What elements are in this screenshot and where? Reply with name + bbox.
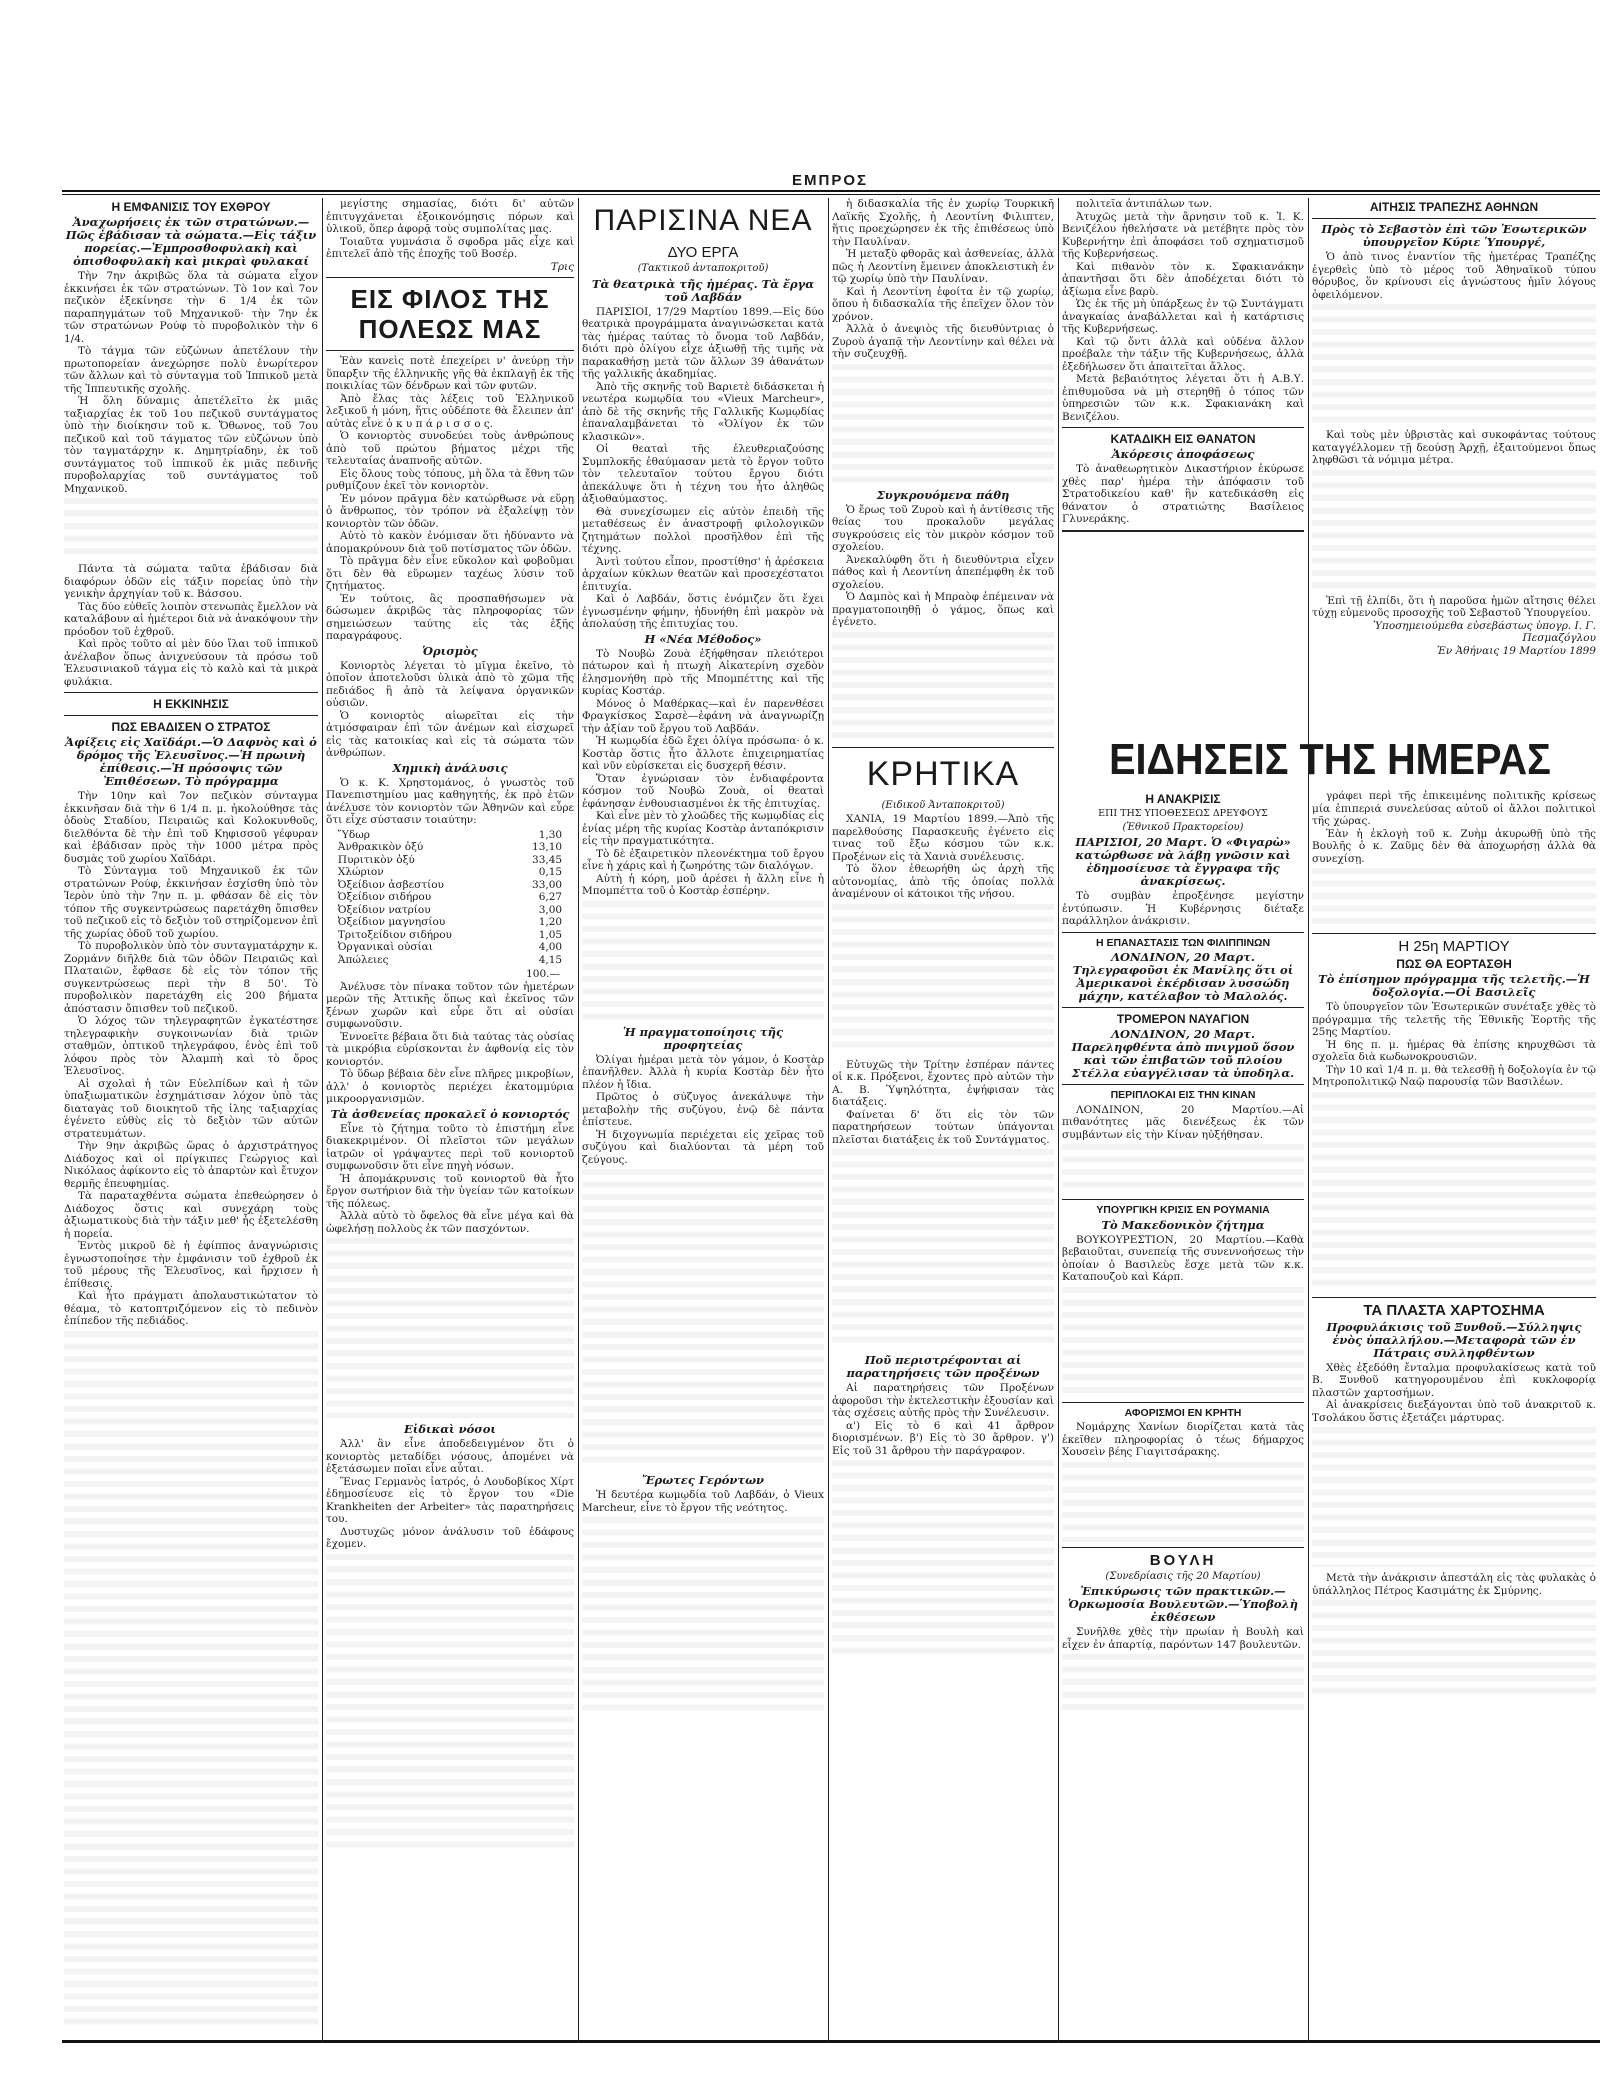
text-block xyxy=(1062,1144,1304,1194)
section-title: ΠΩΣ ΕΒΑΔΙΣΕΝ Ο ΣΤΡΑΤΟΣ xyxy=(111,720,271,734)
paragraph: Ἀπὸ ἔλας τὰς λέξεις τοῦ Ἑλληνικοῦ λεξικοῦ ἡ μόνη, ἥτις οὐδέποτε θὰ ἔλειπεν ἀπ' αὐτὰς εἶνε ὁ κ υ π ά ρ ι σ σ ο ς. xyxy=(326,392,574,430)
table-cell-value: 4,00 xyxy=(538,941,563,953)
paragraph: Ἡ κωμῳδία ἐδῶ ἔχει ὀλίγα πρόσωπα· ὁ κ. Κοστὰρ ὅστις ἦτο ἄλλοτε ἐπιχειρηματίας καὶ νῦν εὑρίσκεται εἰς δυσχερῆ θέσιν. xyxy=(582,735,824,772)
paragraph: Τὸ ὕδωρ βέβαια δὲν εἶνε πλῆρες μικροβίων, ἀλλ' ὁ κονιορτὸς περιέχει ἑκατομμύρια μικροοργανισμῶν. xyxy=(326,1068,574,1105)
paragraph: Ἐὰν ἡ ἐκλογὴ τοῦ κ. Ζυὴμ ἀκυρωθῇ ὑπὸ τῆς Βουλῆς ὁ κ. Ζαῦμς δὲν θὰ ἀποχωρήσῃ ἀλλὰ θὰ συνεχίσῃ. xyxy=(1312,827,1596,865)
paragraph: Φαίνεται δ' ὅτι εἰς τὸν τῶν παρατηρήσεων τούτων ὑπάγονται πλεῖσται διατάξεις ἐκ τοῦ Συντάγματος. xyxy=(832,1108,1054,1146)
section-title: ΒΟΥΛΗ xyxy=(1149,1551,1217,1569)
paragraph: Ἀπὸ τῆς σκηνῆς τοῦ Βαριετὲ διδάσκεται ἡ νεωτέρα κωμῳδία του «Vieux Marcheur», ἀπὸ δὲ τῆς σκηνῆς τῆς Γαλλικῆς Κωμῳδίας ἐπαναλαμβάνεται τὸ «Ὀλίγον ἐκ τῶν κλασικῶν». xyxy=(582,380,824,443)
section-title: ΠΕΡΙΠΛΟΚΑΙ ΕΙΣ ΤΗΝ ΚΙΝΑΝ xyxy=(1110,1089,1256,1101)
column-6-lower xyxy=(1312,790,1596,2040)
table-row xyxy=(336,829,564,842)
paragraph: Ἕνας Γερμανὸς ἰατρός, ὁ Λουδοβίκος Χίρτ ἐδημοσίευσε εἰς τὸ ἔργον του «Die Krankheiten der Arbeiter» τὰς παρατηρήσεις του. xyxy=(326,1475,574,1525)
paragraph: Καὶ τῷ ὄντι ἀλλὰ καὶ οὐδένα ἄλλον προέβαλε τὴν τάξιν τῆς Κυβερνήσεως, ἀλλὰ ἐξεδήλωσεν ὅτι ἀπαιτεῖται ἄλλος. xyxy=(1062,335,1304,373)
divider xyxy=(1312,1297,1596,1298)
section-heading: Ὁρισμὸς xyxy=(422,643,478,658)
section-subtitle: Ἐπικύρωσις τῶν πρακτικῶν.—Ὁρκωμοσία Βουλευτῶν.—Ὑποβολὴ ἐκθέσεων xyxy=(1068,1584,1298,1624)
section-subtitle: Ἀφίξεις εἰς Χαϊδάρι.—Ὁ Δαφνὸς καὶ ὁ δρόμος τῆς Ἐλευσῖνος.—Ἡ πρωινὴ ἐπίθεσις.—Ἡ πρόσοψις τῶν Ἐπιθέσεων. Τὸ πρόγραμμα xyxy=(65,735,317,788)
column-2 xyxy=(326,198,574,2043)
paragraph: Ἡ μεταξὺ φθορᾶς καὶ ἀσθενείας, ἀλλὰ πῶς ἡ Λεοντίνη ἔμεινεν ἀποκλειστικὴ ἐν τῷ χωρίῳ ὑπὸ τὴν Παυλίναν. xyxy=(832,248,1054,285)
paragraph: Ἐννοεῖτε βέβαια ὅτι διὰ ταύτας τὰς οὐσίας τὰ μικρόβια εὑρίσκονται ἐν ἀφθονίᾳ εἰς τὸν κονιορτόν. xyxy=(326,1030,574,1068)
text-block xyxy=(1062,1287,1304,1397)
section-heading: Τὰ θεατρικὰ τῆς ἡμέρας. Τὰ ἔργα τοῦ Λαβδάν xyxy=(591,276,815,304)
paragraph: Ἡ 6ης π. μ. ἡμέρας θὰ ἐπίσης κηρυχθῶσι τὰ σχολεῖα διὰ κωδωνοκρουσιῶν. xyxy=(1312,1038,1596,1063)
section-lead: ΛΟΝΔΙΝΟΝ, 20 Μαρτ. Τηλεγραφοῦσι ἐκ Μανίλης ὅτι οἱ Ἀμερικανοὶ ἐκέρδισαν λυσσώδη μάχην, κατέλαβον τὸ Μαλολός. xyxy=(1072,950,1294,1003)
divider xyxy=(64,692,318,693)
table-row xyxy=(336,879,564,892)
table-row xyxy=(336,866,564,879)
newspaper-name: ΕΜΠΡΟΣ xyxy=(791,172,868,189)
correspondent: (Τακτικοῦ ἀνταποκριτοῦ) xyxy=(637,263,769,274)
paragraph: Καὶ ἦτο πράγματι ἀπολαυστικώτατον τὸ θέαμα, τὸ κατοπτριζόμενον εἰς τὸ πεδινὸν ἐπίπεδον τῆς πεδιάδος. xyxy=(64,1290,318,1327)
divider xyxy=(1062,427,1304,428)
text-block xyxy=(64,1331,318,2031)
paragraph: Τὴν 9ην ἀκριβῶς ὥρας ὁ ἀρχιστράτηγος Διάδοχος καὶ οἱ πρίγκιπες Γεώργιος καὶ Νικόλαος ἀφίκοντο εἰς τὸ ἀπαρτὼν καὶ ἔτυχον θερμῆς ἐπευφημίας. xyxy=(64,1140,318,1190)
paragraph: Ὡς ἐκ τῆς μὴ ὑπάρξεως ἐν τῷ Συντάγματι ἀναγκαίας ἀναβάλλεται καὶ ἡ κατάρτισις τῆς Κυβερνήσεως. xyxy=(1062,298,1304,335)
paragraph: Τὸ δὲ ἐξαιρετικὸν πλεονέκτημα τοῦ ἔργου εἶνε ἡ χάρις καὶ ἡ ζωηρότης τῶν διαλόγων. xyxy=(582,847,824,872)
paragraph: Κονιορτὸς λέγεται τὸ μῖγμα ἐκεῖνο, τὸ ὁποῖον ἀποτελοῦσι ὑλικὰ ἀπὸ τὸ χῶμα τῆς πεδιάδος ἢ ἀπὸ τὰ λείψανα ὀργανικῶν οὐσιῶν. xyxy=(326,659,574,709)
table-cell-value: 1,30 xyxy=(538,828,563,841)
correspondent: (Ειδικοῦ Ἀνταποκριτοῦ) xyxy=(881,799,1005,811)
paragraph: Εὐτυχῶς τὴν Τρίτην ἐσπέραν πάντες οἱ κ.κ. Πρόξενοι, ἔχοντες πρὸ αὐτῶν τὴν Α. Β. Ὑψηλότητα, ἐψήφισαν τὰς διατάξεις. xyxy=(832,1058,1054,1108)
text-block xyxy=(64,498,318,558)
text-block xyxy=(1312,470,1596,590)
paragraph: Ὀλίγαι ἡμέραι μετὰ τὸν γάμον, ὁ Κοστὰρ ἐπανῆλθεν. Ἀλλὰ ἡ κυρία Κοστὰρ δὲν ἦτο πλέον ἡ ἴδια. xyxy=(582,1053,824,1091)
paragraph: πολιτεῖα ἀντιπάλων των. xyxy=(1076,198,1213,210)
table-cell-name: Χλώριον xyxy=(337,866,384,878)
section-heading: Ἡ πραγματοποίησις τῆς προφητείας xyxy=(623,1024,783,1052)
section-title: ΤΡΟΜΕΡΟΝ ΝΑΥΑΓΙΟΝ xyxy=(1116,1012,1250,1026)
table-row xyxy=(336,929,564,942)
paragraph: Τὸ Σύνταγμα τοῦ Μηχανικοῦ ἐκ τῶν στρατώνων Ρούφ, ἐκκινήσαν ἐσχίσθη ὑπὸ τὸν Ἰερὸν ὑπὸ τὴν 7ην π. μ. φθάσαν δὲ εἰς τὸν τόπον τῆς συγκεντρώσεως παρετάχθη ὄπισθεν τοῦ πεζικοῦ εἰς τὸ δεξιὸν τοῦ στηρίζομενον ἐπὶ τῆς χωρίας ὁδοῦ τοῦ χωρίου. xyxy=(64,865,318,940)
table-cell-value: 13,10 xyxy=(532,841,563,853)
text-block xyxy=(1312,1092,1596,1292)
paragraph: Ἀτυχῶς μετὰ τὴν ἄρνησιν τοῦ κ. Ἰ. Κ. Βενιζέλου ἠθελήσατε νὰ μετέβητε πρὸς τὸν Κυβερνήτην ἐπὶ ἀποφάσει τοῦ σχηματισμοῦ τῆς Κυβερνήσεως. xyxy=(1062,210,1304,260)
paragraph: Οἱ θεαταὶ τῆς ἐλευθεριαζούσης Συμπλοκῆς ἐθαύμασαν μετὰ τὸ ἔργον τοῦτο τὸν τελευταῖον τούτου ἔργου διότι ἀπεκάλυψε ὅτι ἡ τέχνη του ἦτο ἀληθῶς ἀξιοθαύμαστος. xyxy=(582,443,824,505)
paragraph: Καὶ πιθανὸν τὸν κ. Σφακιανάκην ἀπαντῆσαι ὅτι δὲν ἀποδέχεται διότι τὸ ἀξίωμα εἶνε βαρὺ. xyxy=(1062,260,1304,298)
table-cell-name: Ὀξείδιον νατρίου xyxy=(337,903,431,916)
paragraph: ΒΟΥΚΟΥΡΕΣΤΙΟΝ, 20 Μαρτίου.—Καθὰ βεβαιοῦται, συνεπείᾳ τῆς συνεννοήσεως τὴν ὁποίαν ὁ Βασιλεὺς ἔσχε μετὰ τῶν κ.κ. Καταπουζοὺ καὶ Κάρπ. xyxy=(1062,1233,1304,1283)
table-cell-value: 4,15 xyxy=(538,953,563,966)
paragraph: Καὶ ἡ Λεοντίνη ἐφοίτα ἐν τῷ χωρίῳ, ὅπου ἡ διδασκαλία τῆς ἐπεῖχεν ὅλον τὸν χρόνον. xyxy=(832,285,1054,323)
text-block xyxy=(1312,1600,1596,1700)
paragraph: Μετὰ βεβαιότητος λέγεται ὅτι ἡ Α.Β.Υ. ἐπιθυμοῦσα νὰ μὴ στερηθῇ ὁ τόπος τῶν ὑπηρεσιῶν τῶν κ.κ. Σφακιανάκη καὶ Βενιζέλου. xyxy=(1062,373,1304,423)
paragraph: Ὁ ἔρως τοῦ Ζυροὺ καὶ ἡ ἀντίθεσις τῆς θείας του προκαλοῦν μεγάλας συγκρούσεις εἰς τὸν μικρὸν κόσμον τοῦ σχολείου. xyxy=(832,503,1054,553)
paragraph: Τὴν 7ην ἀκριβῶς ὅλα τὰ σώματα εἶχον ἐκκινήσει ἐκ τῶν στρατώνων. Τὸ 1ον καὶ 7ον πεζικὸν ἐξεκίνησε τὴν 6 1/4 ἐκ τῶν παραπηγμάτων τοῦ Μηχανικοῦ· τὴν 7ην ἐκ τῶν στρατώνων Ρούφ τὸ πυροβολικὸν τὴν 6 1/4. xyxy=(64,270,318,345)
paragraph: Ἐὰν κανεὶς ποτὲ ἐπεχείρει ν' ἀνεύρῃ τὴν ὕπαρξιν τῆς ἐλληνικῆς γῆς θὰ ἐκπλαγῇ ἐκ τῆς ποικιλίας τῶν δένδρων καὶ τῶν φυτῶν. xyxy=(326,355,574,392)
article-title: ΕΙΣ ΦΙΛΟΣ ΤΗΣ ΠΟΛΕΩΣ ΜΑΣ xyxy=(350,284,550,344)
text-block xyxy=(832,904,1054,1054)
paragraph: Ἐν τούτοις, ἂς προσπαθήσωμεν νὰ δώσωμεν ἀκριβῶς τὰς πληροφορίας τῶν σημειώσεων ταύτης εἰς τὰς ἑξῆς παραγράφους. xyxy=(326,592,574,642)
paragraph: Τὴν 10ην καὶ 7ον πεζικὸν σύνταγμα ἐκκινῆσαν διὰ τὴν 6 1/4 π. μ. ἠκολούθησε τὰς ὁδοὺς Σταδίου, Πειραιῶς καὶ Κολοκυνθοῦς, διελθόντα δὲ τὴν ἐπὶ τοῦ Κηφισσοῦ γέφυραν καὶ ἐβάδισαν πρὸς τὴν 1000 μέτρα πρὸς δυσμὰς τοῦ χωρίου Χαϊδάρι. xyxy=(64,790,318,865)
section-title: ΚΑΤΑΔΙΚΗ ΕΙΣ ΘΑΝΑΤΟΝ xyxy=(1110,432,1256,446)
paragraph: ΛΟΝΔΙΝΟΝ, 20 Μαρτίου.—Αἱ πιθανότητες μᾶς διενέξεως ἐκ τῶν συμβάντων εἰς τὴν Κίναν ηὐξήθησαν. xyxy=(1062,1103,1304,1141)
article-title: ΚΡΗΤΙΚΑ xyxy=(866,754,1020,793)
section-subtitle: ΠΩΣ ΘΑ ΕΟΡΤΑΣΘΗ xyxy=(1396,957,1512,971)
section-subtitle: ΕΠΙ ΤΗΣ ΥΠΟΘΕΣΕΩΣ ΔΡΕΥΦΟΥΣ xyxy=(1098,808,1268,819)
text-block xyxy=(1312,1427,1596,1567)
divider xyxy=(1062,932,1304,933)
paragraph: Τὴν 10 καὶ 1/4 π. μ. θὰ τελεσθῇ ἡ δοξολογία ἐν τῷ Μητροπολιτικῷ Ναῷ παρουσίᾳ τῶν Βασιλέων. xyxy=(1312,1063,1596,1088)
text-block xyxy=(832,364,1054,484)
divider xyxy=(326,350,574,351)
paragraph: Ὁ κ. Κ. Χρηστομάνος, ὁ γνωστὸς τοῦ Πανεπιστημίου μας καθηγητής, ἐκ πρὸ ἐτῶν ἀνέλυσε τὸν κονιορτὸν τῶν Ἀθηνῶν καὶ εὗρε ὅτι εἶχε σύστασιν τοιαύτην: xyxy=(326,776,574,826)
table-row xyxy=(336,954,564,967)
masthead-rule xyxy=(62,190,1600,192)
divider xyxy=(1312,933,1596,934)
signature: Τρις xyxy=(550,260,574,273)
divider xyxy=(64,715,318,716)
table-cell-value: 1,20 xyxy=(538,916,563,928)
section-lead: ΠΑΡΙΣΙΟΙ, 20 Μαρτ. Ὁ «Φιγαρὼ» κατώρθωσε νὰ λάβῃ γνῶσιν καὶ ἐδημοσίευσε τὰ ἔγγραφα τῆς ἀνακρίσεως. xyxy=(1075,835,1291,888)
table-row xyxy=(336,916,564,929)
article-subtitle: Πρὸς τὸ Σεβαστὸν ἐπὶ τῶν Ἐσωτερικῶν ὑπουργεῖον Κύριε Ὑπουργέ, xyxy=(1321,222,1587,249)
paragraph: Ἡ ὅλη δύναμις ἀπετέλεῖτο ἐκ μιᾶς ταξιαρχίας ἐκ τοῦ 1ου πεζικοῦ συντάγματος ὑπὸ τὴν διοίκησιν τοῦ κ. Ὄθωνος, τοῦ 7ου πεζικοῦ καὶ τοῦ τάγματος τῶν εὐζώνων ὑπὸ τὸν ταγματάρχην κ. Δημητρίαδην, ἐκ τοῦ συντάγματος τοῦ ἱππικοῦ ἐκ μιᾶς πεδινῆς πυροβολαρχίας τοῦ συντάγματος τοῦ Μηχανικοῦ. xyxy=(64,395,318,495)
section-heading: Συγκρουόμενα πάθη xyxy=(876,487,1010,502)
column-6 xyxy=(1312,198,1596,728)
table-cell-value: 3,00 xyxy=(538,903,563,916)
column-separator xyxy=(322,198,323,2043)
paragraph: Καὶ ὁ Λαβδάν, ὅστις ἐνόμιζεν ὅτι ἔχει ἐγνωσμένην φήμην, ἠδυνήθη ἐπὶ μακρὸν νὰ ἀπολαύσῃ τῆς ἐπιτυχίας του. xyxy=(582,593,824,630)
paragraph: ΧΑΝΙΑ, 19 Μαρτίου 1899.—Ἀπὸ τῆς παρελθούσης Παρασκευῆς ἐγένετο εἰς τινας τοῦ ἔξω κόσμου τῶν κ.κ. Προξένων εἰς τὰ Χανιὰ συνέλευσις. xyxy=(832,813,1054,863)
section-heading: Τὰ ἀσθενείας προκαλεῖ ὁ κονιορτός xyxy=(330,1106,570,1121)
masthead-rule-thin xyxy=(62,194,1600,195)
paragraph: γράφει περὶ τῆς ἐπικειμένης πολιτικῆς κρίσεως μία ἐπιπεριά συνελεύσας αὐτοῦ οἱ ἄλλοι πολιτικοὶ τῆς χώρας. xyxy=(1312,790,1596,827)
paragraph: Τὸ ὑπουργεῖον τῶν Ἐσωτερικῶν συνέταξε χθὲς τὸ πρόγραμμα τῆς τελετῆς τῆς Ἐθνικῆς Ἑορτῆς τῆς 25ης Μαρτίου. xyxy=(1312,1001,1596,1038)
section-subtitle: Ἀκόρεσις ἀποφάσεως xyxy=(1111,447,1255,461)
paragraph: Αἱ ἀνακρίσεις διεξάγονται ὑπὸ τοῦ ἀνακριτοῦ κ. Τσολάκου ὅστις ἐξετάζει μάρτυρας. xyxy=(1312,1399,1596,1424)
paragraph: ΠΑΡΙΣΙΟΙ, 17/29 Μαρτίου 1899.—Εἰς δύο θεατρικὰ προγράμματα ἀναγινώσκεται κατὰ τὰς ἡμέρας ταύτας τὸ ὄνομα τοῦ Λαβδάν, διότι πρὸ ὀλίγου εἶχε ἀξιωθῇ τῆς τιμῆς νὰ παρακαθήσῃ μετὰ τῶν ἄλλων 39 ἀθανάτων τῆς γαλλικῆς ἀκαδημίας. xyxy=(582,305,824,380)
divider xyxy=(1312,218,1596,219)
paragraph: Αἱ σχολαὶ ἡ τῶν Εὐελπίδων καὶ ἡ τῶν ὑπαξιωματικῶν ἐσχημάτισαν λόχον ὑπὸ τὰς διαταγὰς τοῦ διοικητοῦ τῆς ἰλης ταξιαρχίας ἐγένετο εὐθὺς εἰς τὸ δεξιὸν τῶν αὐτῶν στρατευμάτων. xyxy=(64,1077,318,1140)
paragraph: Αὐτὸ τὸ κακὸν ἐνόμισαν ὅτι ἠδύναντο νὰ ἀπομακρύνουν διὰ τοῦ ποτίσματος τῶν ὁδῶν. xyxy=(326,530,574,555)
section-subtitle: Τὸ ἐπίσημον πρόγραμμα τῆς τελετῆς.—Ἡ δοξολογία.—Οἱ Βασιλεῖς xyxy=(1318,972,1590,999)
paragraph: Ἀνεκαλύφθη ὅτι ἡ διευθύντρια εἶχεν πάθος καὶ ἡ Λεοντίνη ἀπεπέμφθη ἐκ τοῦ σχολείου. xyxy=(832,553,1054,591)
divider xyxy=(1062,1007,1304,1008)
article-subtitle: Ἀναχωρήσεις ἐκ τῶν στρατώνων.— Πῶς ἐβάδισαν τὰ σώματα.—Εἰς τάξιν πορείας.—Ἐμπροσθοφυλακὴ καὶ ὀπισθοφυλακὴ καὶ μικραὶ φυλακαί xyxy=(65,215,317,268)
paragraph: Πάντα τὰ σώματα ταῦτα ἐβάδισαν διὰ διαφόρων ὁδῶν εἰς τάξιν πορείας ὑπὸ τὴν γενικὴν ἀρχηγίαν τοῦ κ. Βάσσου. xyxy=(64,563,318,600)
paragraph: Τὸ ἀναθεωρητικὸν Δικαστήριον ἐκύρωσε χθὲς παρ' ἡμέρα τὴν ἀπόφασιν τοῦ Στρατοδικείου καθ' ἣν κατεδικάσθη εἰς θάνατον ὁ στρατιώτης Βασίλειος Γλυνεράκης. xyxy=(1062,463,1304,525)
table-cell-name: Ὀργανικαὶ οὐσίαι xyxy=(337,941,433,953)
divider xyxy=(1062,1402,1304,1403)
section-title: Η 25η ΜΑΡΤΙΟΥ xyxy=(1398,938,1510,955)
correspondent: (Ἐθνικοῦ Πρακτορείου) xyxy=(1122,821,1244,833)
text-block xyxy=(326,1554,574,1854)
column-3 xyxy=(582,198,824,2043)
paragraph: Τὸ ὅλον ἐθεωρήθη ὡς ἀρχὴ τῆς αὐτονομίας, ἀπὸ τῆς ὁποίας πολλὰ ἀναμένουν οἱ κάτοικοι τῆς νήσου. xyxy=(832,863,1054,900)
paragraph: Ἡ δευτέρα κωμῳδία τοῦ Λαβδάν, ὁ Vieux Marcheur, εἶνε τὸ ἔργον τῆς νεότητος. xyxy=(582,1489,824,1514)
divider xyxy=(1062,1547,1304,1548)
table-cell-name: Ὀξείδιον μαγνησίου xyxy=(337,916,446,928)
divider xyxy=(1062,1199,1304,1200)
section-heading: Χημικὴ ἀνάλυσις xyxy=(392,760,508,775)
text-block xyxy=(832,632,1054,742)
paragraph: Μετὰ τὴν ἀνάκρισιν ἀπεστάλη εἰς τὰς φυλακὰς ὁ ὑπάλληλος Πέτρος Κασιμάτης ἐκ Σμύρνης. xyxy=(1312,1572,1596,1597)
column-separator xyxy=(578,198,579,2043)
paragraph: Καὶ εἶνε μὲν τὸ χλοῶδες τῆς κωμῳδίας εἰς ἐνίας μέρη τῆς κυρίας Κοστὰρ ἀνταπόκρισιν εἰς τὴν πραγματικότητα. xyxy=(582,810,824,847)
table-row xyxy=(336,891,564,904)
table-cell-value: 1,05 xyxy=(538,928,563,941)
paragraph: Ἀντὶ τούτου εἶπον, προστίθησ' ἡ ἀρέσκεια ἀρχαίων κύκλων θεατῶν καὶ προσεχέστατοι ἐπιτυχία. xyxy=(582,555,824,593)
paragraph: Ὁ Δαμπὸς καὶ ἡ Μπραὸφ ἐπέμειναν νὰ πραγματοποιηθῇ ὁ γάμος, ὅπως καὶ ἐγένετο. xyxy=(832,591,1054,628)
news-banner-title: ΕΙΔΗΣΕΙΣ ΤΗΣ ΗΜΕΡΑΣ xyxy=(1109,735,1551,784)
column-separator xyxy=(828,198,829,2043)
table-cell-name: Ὕδωρ xyxy=(337,828,370,841)
section-heading: Ποῦ περιστρέφονται αἱ παρατηρήσεις τῶν προξένων xyxy=(846,1353,1040,1380)
section-heading: Εἰδικαὶ νόσοι xyxy=(404,1422,496,1436)
section-subtitle: Προφυλάκισις τοῦ Ξυνθοῦ.—Σύλληψις ἑνὸς ὑπαλλήλου.—Μεταφορὰ τῶν ἐν Πάτραις συλληφθέντων xyxy=(1326,1319,1582,1360)
paragraph: Τὰς δύο εὐθεῖς λοιπὸν στενωπὰς ἔμελλον νὰ καταλάβουν αἱ ἡμέτεροι διὰ νὰ ἀνακόψουν τὴν πρόοδον τοῦ ἐχθροῦ. xyxy=(64,600,318,638)
column-separator xyxy=(1058,198,1059,2043)
column-1 xyxy=(64,198,318,2043)
signature: Ὑποσημειούμεθα εὐσεβάστως ὑπογρ. Ι. Γ. Πεσμαζόγλου xyxy=(1372,619,1596,644)
paragraph: Ὁ λόχος τῶν τηλεγραφητῶν ἐγκατέστησε τηλεγραφικὴν συγκοινωνίαν διὰ τριῶν σταθμῶν, ὀπτικοῦ τηλεγράφου, ἐνὸς ἐπὶ τοῦ λόφου πρὸς τὸν Ἀλαμπὴ καὶ τὸ ὄρος Ἐλευσῖνος. xyxy=(64,1015,318,1077)
divider xyxy=(326,277,574,278)
table-cell-name: Ἀνθρακικὸν ὀξύ xyxy=(337,841,424,853)
paragraph: Ἐπὶ τῇ ἐλπίδι, ὅτι ἡ παροῦσα ἡμῶν αἴτησις θέλει τύχῃ εὐμενοῦς προσοχῆς τοῦ Σεβαστοῦ Ὑπουργείου. xyxy=(1312,594,1596,619)
paragraph: Ὁ κονιορτὸς αἰωρεῖται εἰς τὴν ἀτμόσφαιραν ἐπὶ τῶν ἀνέμων καὶ εἰσχωρεῖ εἰς τὰς κατοικίας καὶ εἰς τὰ σώματα τῶν ἀνθρώπων. xyxy=(326,709,574,759)
table-cell-value: 33,00 xyxy=(532,878,563,891)
paragraph: Καὶ πρὸς τοῦτο αἱ μὲν δύο ἴλαι τοῦ ἱππικοῦ ἀνέλαβον ὅπως ἀνιχνεύσουν τὰ πρόσω τοῦ Ἐλευσινιακοῦ τάγμα εἰς τὸ καλὸ καὶ τὰ μικρὰ φυλάκια. xyxy=(64,638,318,688)
article-title: Η ΕΜΦΑΝΙΣΙΣ ΤΟΥ ΕΧΘΡΟΥ xyxy=(111,200,271,214)
table-total: 100.— xyxy=(526,968,560,980)
column-5-lower xyxy=(1062,790,1304,2040)
paragraph: Τὸ συμβὰν ἐπροξένησε μεγίστην ἐντύπωσιν. Ἡ Κυβέρνησις διέταξε παράλληλον ἀνάκρισιν. xyxy=(1062,890,1304,927)
table-row xyxy=(336,904,564,917)
column-separator xyxy=(1308,198,1309,2043)
paragraph: Δυστυχῶς μόνον ἀνάλυσιν τοῦ ἐδάφους ἔχομεν. xyxy=(326,1525,574,1550)
table-row xyxy=(336,854,564,867)
paragraph: ἡ διδασκαλία τῆς ἐν χωρίῳ Τουρκικῆ Λαϊκῆς Σχολῆς, ἡ Λεοντίνη Φιλιπτεν, ἥτις προεχώρησεν ἐκ τῆς ἐπιθέσεως ὑπὸ τὴν Παυλίναν. xyxy=(832,198,1054,248)
paragraph: Πρῶτος ὁ σύζυγος ἀνεκάλυψε τὴν μεταβολὴν τῆς συζύγου, ἐνῷ δὲ πάντα ἐπίστευε. xyxy=(582,1091,824,1128)
table-cell-value: 6,27 xyxy=(538,891,563,903)
text-block xyxy=(832,1149,1054,1349)
table-cell-name: Ὀξείδιον ἀσβεστίου xyxy=(337,878,444,891)
article-title: ΑΙΤΗΣΙΣ ΤΡΑΠΕΖΗΣ ΑΘΗΝΩΝ xyxy=(1369,200,1539,214)
text-block xyxy=(1062,1462,1304,1542)
paragraph: Ὅταν ἐγνώρισαν τὸν ἐνδιαφέροντα κόσμον τοῦ Νουβὼ Ζουὰ, οἱ θεαταὶ ἐφάνησαν ἐνθουσιασμένοι ἐκ τῆς ἐπιτυχίας. xyxy=(582,772,824,810)
section-title: ΤΑ ΠΛΑΣΤΑ ΧΑΡΤΟΣΗΜΑ xyxy=(1363,1301,1545,1319)
table-cell-name: Τριτοξείδιον σιδήρου xyxy=(337,928,452,941)
text-block xyxy=(326,1238,574,1418)
chemical-analysis-table xyxy=(336,829,564,967)
table-cell-name: Ὀξείδιον σιδήρου xyxy=(337,891,432,903)
paragraph: Ἀλλ' ἂν εἶνε ἀποδεδειγμένον ὅτι ὁ κονιορτὸς μεταδίδει νόσους, ἀπομένει νὰ ἐξετάσωμεν ποῖαι εἶνε αὗται. xyxy=(326,1438,574,1475)
paragraph: Εἰς ὅλους τοὺς τόπους, μὴ ὅλα τὰ ἔθνη τῶν ρυθμίζουν ἐκεῖ τὸν κονιορτὸν. xyxy=(326,467,574,492)
section-title: Η ΑΝΑΚΡΙΣΙΣ xyxy=(1145,792,1221,806)
table-row xyxy=(336,941,564,954)
section-heading: Η «Νέα Μέθοδος» xyxy=(644,631,762,646)
paragraph: Τοιαῦτα γυμνάσια ὅ σφοδρα μᾶς εἶχε καὶ ἐπιτελεῖ ἀπὸ τῆς ἐποχῆς τοῦ Βοσέρ. xyxy=(326,235,574,260)
section-title: ΑΦΟΡΙΣΜΟΙ ΕΝ ΚΡΗΤΗ xyxy=(1124,1406,1242,1419)
paragraph: Ἀλλὰ αὐτὸ τὸ ὄφελος θὰ εἶνε μέγα καὶ θὰ ὠφελήσῃ πολλοὺς ἐκ τῶν πασχόντων. xyxy=(326,1210,574,1235)
paragraph: Ἀνέλυσε τὸν πίνακα τοῦτον τῶν ἡμετέρων μερῶν τῆς Ἀττικῆς ὅπως καὶ ἐκεῖνος τῶν ξένων χωρῶν καὶ εὗρε ὅτι αἱ οὐσίαι συμφωνοῦσιν. xyxy=(326,980,574,1030)
section-heading: Ἔρωτες Γερόντων xyxy=(641,1473,765,1487)
text-block xyxy=(1312,868,1596,928)
table-cell-name: Ἀπώλειες xyxy=(337,953,389,966)
paragraph: Καὶ τοὺς μὲν ὑβριστὰς καὶ συκοφάντας τούτους καταγγέλλομεν τῇ δεούσῃ Ἀρχῇ, ἐξαιτούμενοι ὅπως ληφθῶσι τὰ νόμιμα μέτρα. xyxy=(1312,429,1596,466)
table-cell-value: 33,45 xyxy=(532,853,563,866)
paragraph: Μόνος ὁ Μαθέρκας—καὶ ἐν παρενθέσει Φραγκίσκος Σαρσὲ—ἐφάνη νὰ ἀναγνωρίζῃ τὴν ἀξίαν τοῦ ἔργου τοῦ Λαβδάν. xyxy=(582,697,824,735)
table-cell-name: Πυριτικὸν ὀξύ xyxy=(337,853,415,866)
section-title: Η ΕΠΑΝΑΣΤΑΣΙΣ ΤΩΝ ΦΙΛΙΠΠΙΝΩΝ xyxy=(1095,936,1271,949)
text-block xyxy=(1312,304,1596,424)
divider xyxy=(1062,1084,1304,1085)
paragraph: Τὸ τάγμα τῶν εὐζώνων ἀπετέλουν τὴν πρωτοπορείαν ἀνεχώρησε πολὺ ἐνωρίτερον τῶν ἄλλων καὶ τὸ σύνταγμα τοῦ Ἱππικοῦ μετὰ τῆς Ἱππευτικῆς σχολῆς. xyxy=(64,345,318,395)
paragraph: Εἶνε τὸ ζήτημα τοῦτο τὸ ἐπιστήμη εἶνε διακεκριμένον. Οἱ πλεῖστοι τῶν μεγάλων ἰατρῶν οἱ γράψαντες περὶ τοῦ κονιορτοῦ συμφωνοῦσιν ὅτι εἶνε πηγὴ νόσων. xyxy=(326,1122,574,1172)
paragraph: Αὐτὴ ἡ κόρη, μοῦ ἀρέσει ἡ ἄλλη εἶνε ἡ Μπομπέττα τοῦ ὁ Κοστὰρ ἐσπέρην. xyxy=(582,872,824,897)
paragraph: Ἡ ἀπομάκρυνσις τοῦ κονιορτοῦ θὰ ἦτο ἔργον σωτήριον διὰ τὴν ὑγείαν τῶν κατοίκων τῆς πόλεως. xyxy=(326,1172,574,1210)
paragraph: Ἐν μόνον πρᾶγμα δὲν κατώρθωσε νὰ εὕρῃ ὁ ἄνθρωπος, τὸν τρόπον νὰ ἐξαλείψῃ τὸν κονιορτὸν τῶν ὁδῶν. xyxy=(326,492,574,530)
paragraph: Ἐντὸς μικροῦ δὲ ἡ ἐφίππος ἀναγνώρισις ἐγνωστοποίησε τὴν ἐμφάνισιν τοῦ ἐχθροῦ ἐκ τοῦ μέρους τῆς Ἐλευσῖνος, καὶ ἤρχισεν ἡ ἐπίθεσις. xyxy=(64,1240,318,1290)
paragraph: Νομάρχης Χανίων διορίζεται κατὰ τὰς ἐκεῖθεν πληροφορίας ὁ τέως δήμαρχος Χουσεὶν βέης Γιαγιτσάρακης. xyxy=(1062,1421,1304,1458)
paragraph: Ὁ ἀπὸ τινος ἐναντίον τῆς ἡμετέρας Τραπέζης ἐγερθεὶς ὑπὸ τὸ μέρος τοῦ Ἀθηναϊκοῦ τύπου θόρυβος, ὅν κρίνουσι εἰς ἀγνώστους ἡμῖν λόγους ὀφειλόμενον. xyxy=(1312,251,1596,301)
paragraph: Θὰ συνεχίσωμεν εἰς αὐτὸν ἐπειδὴ τῆς μεταθέσεως ἐν ἀναστροφῇ φιλολογικῶν ζητημάτων πολλοὶ προσῆλθον ἐπὶ τῆς τέχνης. xyxy=(582,505,824,555)
paragraph: Αἱ παρατηρήσεις τῶν Προξένων ἀφοροῦσι τὴν ἐκτελεστικὴν ἐξουσίαν καὶ τὰς σχέσεις αὐτῆς πρὸς τὴν Συνέλευσιν. xyxy=(832,1382,1054,1419)
section-title: Η ΕΚΚΙΝΗΣΙΣ xyxy=(153,697,229,711)
section-lead: ΛΟΝΔΙΝΟΝ, 20 Μαρτ. Παρεληφθέντα ἀπὸ πνιγμοῦ ὅσον καὶ τῶν ἐπιβατῶν τοῦ πλοίου Στέλλα εὐαγγέλισαν τὰ ὑποδηλα. xyxy=(1071,1027,1295,1080)
table-cell-value: 0,15 xyxy=(538,866,563,878)
text-block xyxy=(1062,1654,1304,1714)
table-row xyxy=(336,841,564,854)
paragraph: Συνῆλθε χθὲς τὴν πρωίαν ἡ Βουλὴ καὶ εἶχεν ἐν ἀπαρτίᾳ, παρόντων 147 βουλευτῶν. xyxy=(1062,1626,1304,1651)
paragraph: Τὸ Νουβὼ Ζουὰ ἐξήφθησαν πλειότεροι πάτωρον καὶ ἡ πτωχὴ Αἰκατερίνη σχεδὸν ἐλησμονήθη πρὸ τῆς Μπομπέττης καὶ τῆς κυρίας Κοστάρ. xyxy=(582,647,824,697)
section-title: ΥΠΟΥΡΓΙΚΗ ΚΡΙΣΙΣ ΕΝ ΡΟΥΜΑΝΙΑ xyxy=(1096,1204,1270,1216)
paragraph: Χθὲς ἐξεδόθη ἔνταλμα προφυλακίσεως κατὰ τοῦ Β. Ξυνθοῦ κατηγορουμένου ἐπὶ κυκλοφορίᾳ πλαστῶν χαρτοσήμων. xyxy=(1312,1361,1596,1399)
paragraph: Τὸ πυροβολικὸν ὑπὸ τὸν συνταγματάρχην κ. Ζορμάνν διῆλθε διὰ τῶν ὁδῶν Πειραιῶς καὶ Πλαταιῶν, ἔφθασε δὲ εἰς τὸν τόπον τῆς συγκεντρώσεως περὶ τὴν 8 50'. Τὸ πυροβολικὸν παρετάχθη εἰς 200 βήματα ἀπόστασιν ὄπισθεν τοῦ πεζικοῦ. xyxy=(64,940,318,1015)
paragraph: α') Εἰς τὸ 6 καὶ 41 ἄρθρον διορισμένων. β') Εἰς τὸ 30 ἄρθρον. γ') Εἰς τοῦ 31 ἄρθρου τὴν παράγραφον. xyxy=(832,1419,1054,1457)
text-block xyxy=(582,901,824,1021)
paragraph: μεγίστης σημασίας, διότι δι' αὐτῶν ἐπιτυγχάνεται ἐξοικονόμησις πόρων καὶ ὑλικοῦ, ὅπερ ἀφορᾷ τοὺς συμπολίτας μας. xyxy=(326,198,574,235)
article-title: ΠΑΡΙΣΙΝΑ ΝΕΑ xyxy=(593,204,813,237)
column-4 xyxy=(832,198,1054,2043)
divider xyxy=(1062,530,1304,532)
paragraph: Ἀλλὰ ὁ ἀνεψιὸς τῆς διευθύντριας ὁ Ζυροὺ ἀγαπᾷ τὴν Λεοντίνην καὶ θέλει νὰ τὴν συζευχθῇ. xyxy=(832,323,1054,360)
paragraph: Τὰ παραταχθέντα σώματα ἐπεθεώρησεν ὁ Διάδοχος ὅστις καὶ συνεχάρη τοὺς ἀξιωματικοὺς διὰ τὴν τάξιν μεθ' ἧς ἐξετελέσθη ἡ πορεία. xyxy=(64,1190,318,1240)
paragraph: Ὁ κονιορτὸς συνοδεύει τοὺς ἀνθρώπους ἀπὸ τοῦ πρώτου βήματος μέχρι τῆς τελευταίας ἀναπνοῆς αὐτῶν. xyxy=(326,430,574,467)
news-banner xyxy=(1062,732,1598,788)
paragraph: Τὸ πρᾶγμα δὲν εἶνε εὔκολον καὶ φοβοῦμαι ὅτι δὲν θὰ εὕρωμεν ταχέως λύσιν τοῦ ζητήματος. xyxy=(326,555,574,592)
text-block xyxy=(582,1169,824,1469)
divider xyxy=(832,747,1054,748)
section-subtitle: Τὸ Μακεδονικὸν ζήτημα xyxy=(1101,1217,1265,1232)
section-subtitle: (Συνεδρίασις τῆς 20 Μαρτίου) xyxy=(1105,1570,1261,1582)
text-block xyxy=(582,1517,824,1717)
paragraph: Ἡ διχογνωμία περιέχεται εἰς χεῖρας τοῦ συζύγου καὶ διαλύονται τὰ μέρη τοῦ ζεύγους. xyxy=(582,1128,824,1166)
text-block xyxy=(832,1460,1054,1660)
article-subtitle: ΔΥΟ ΕΡΓΑ xyxy=(667,244,739,261)
date: Ἐν Ἀθήναις 19 Μαρτίου 1899 xyxy=(1436,644,1596,657)
